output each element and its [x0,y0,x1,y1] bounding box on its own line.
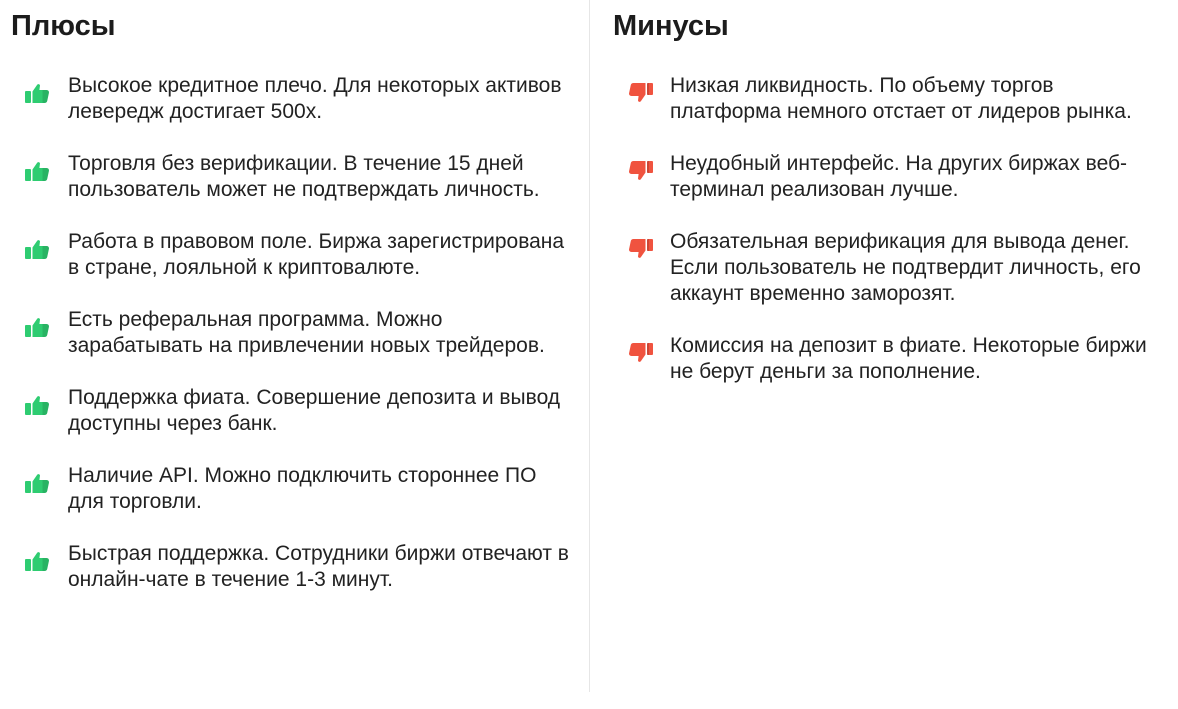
pros-item-text: Торговля без верификации. В течение 15 дней пользователь может не подтверждать личность. [68,152,540,201]
pros-item [24,385,574,437]
pros-item-text: Работа в правовом поле. Биржа зарегистрирована в стране, лояльной к криптовалюте. [68,230,565,279]
pros-item [24,463,574,515]
cons-column [591,0,1178,692]
thumbs-up-icon [24,394,50,416]
thumbs-down-icon [628,82,654,104]
thumbs-up-icon [24,82,50,104]
pros-item-text: Высокое кредитное плечо. Для некоторых активов левередж достигает 500х. [68,74,562,123]
cons-heading: Минусы [613,10,729,42]
pros-item-text: Наличие API. Можно подключить стороннее ПО для торговли. [68,464,537,513]
thumbs-up-icon [24,160,50,182]
cons-list [628,73,1168,411]
pros-item-text: Быстрая поддержка. Сотрудники биржи отвечают в онлайн-чате в течение 1-3 минут. [68,542,569,591]
cons-item [628,151,1168,203]
pros-item [24,229,574,281]
thumbs-up-icon [24,316,50,338]
pros-item-text: Поддержка фиата. Совершение депозита и вывод доступны через банк. [68,386,561,435]
cons-item [628,229,1168,307]
cons-item [628,73,1168,125]
cons-item [628,333,1168,385]
pros-column [0,0,590,692]
cons-item-text: Низкая ликвидность. По объему торгов платформа немного отстает от лидеров рынка. [670,74,1132,123]
pros-item [24,307,574,359]
pros-item [24,73,574,125]
pros-list [24,73,574,619]
thumbs-up-icon [24,238,50,260]
pros-item-text: Есть реферальная программа. Можно зарабатывать на привлечении новых трейдеров. [68,308,545,357]
pros-item [24,151,574,203]
thumbs-down-icon [628,238,654,260]
pros-item [24,541,574,593]
thumbs-up-icon [24,550,50,572]
thumbs-up-icon [24,472,50,494]
cons-item-text: Комиссия на депозит в фиате. Некоторые биржи не берут деньги за пополнение. [670,334,1147,383]
thumbs-down-icon [628,342,654,364]
pros-heading: Плюсы [11,10,116,42]
cons-item-text: Обязательная верификация для вывода денег. Если пользователь не подтвердит личность, его аккаунт временно заморозят. [670,230,1141,305]
cons-item-text: Неудобный интерфейс. На других биржах веб-терминал реализован лучше. [670,152,1128,201]
thumbs-down-icon [628,160,654,182]
